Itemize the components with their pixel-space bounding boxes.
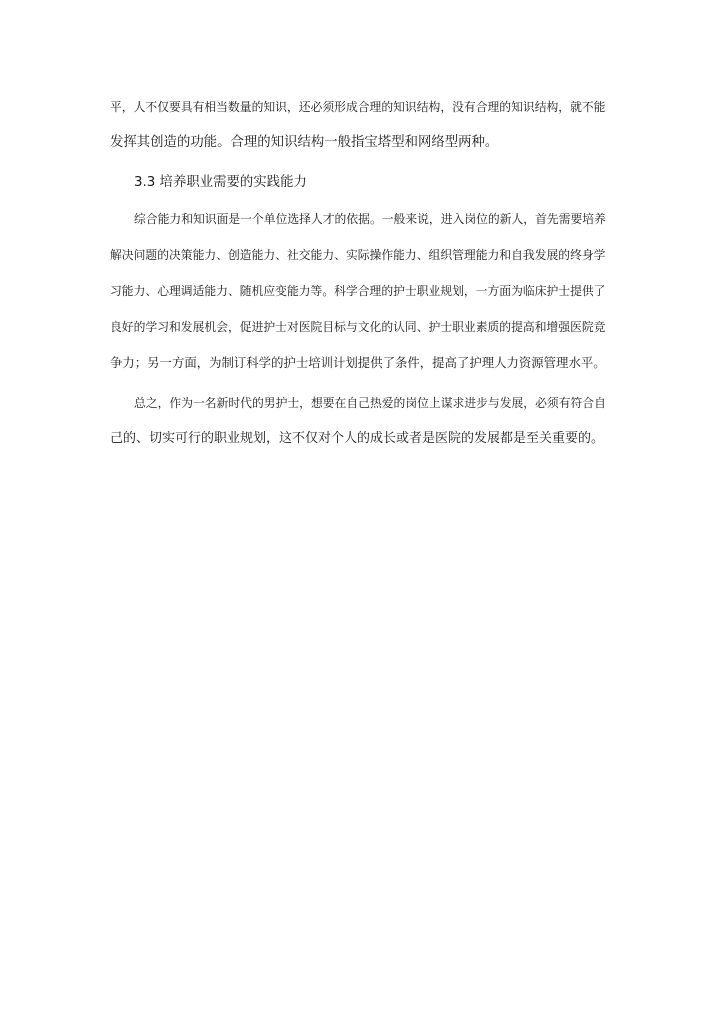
paragraph-3-line-2: 己的、切实可行的职业规划，这不仅对个人的成长或者是医院的发展都是至关重要的。 xyxy=(110,431,605,446)
paragraph-2-line-3: 习能力、心理调适能力、随机应变能力等。科学合理的护士职业规划，一方面为临床护士提供了 xyxy=(110,284,606,298)
paragraph-3-line-1: 总之，作为一名新时代的男护士，想要在自己热爱的岗位上谋求进步与发展，必须有符合自 xyxy=(134,396,606,410)
paragraph-2-line-1: 综合能力和知识面是一个单位选择人才的依据。一般来说，进入岗位的新人，首先需要培养 xyxy=(134,212,606,226)
paragraph-1-line-1: 平，人不仅要具有相当数量的知识，还必须形成合理的知识结构，没有合理的知识结构，就不能 xyxy=(110,100,606,114)
paragraph-1-line-2: 发挥其创造的功能。合理的知识结构一般指宝塔型和网络型两种。 xyxy=(110,135,499,150)
paragraph-2-line-5: 争力；另一方面，为制订科学的护士培训计划提供了条件，提高了护理人力资源管理水平。 xyxy=(110,355,606,370)
section-heading: 3.3 培养职业需要的实践能力 xyxy=(134,175,307,190)
paragraph-2-line-2: 解决问题的决策能力、创造能力、社交能力、实际操作能力、组织管理能力和自我发展的终身学 xyxy=(110,248,606,262)
paragraph-2-line-4: 良好的学习和发展机会，促进护士对医院目标与文化的认同、护士职业素质的提高和增强医院竞 xyxy=(110,320,606,334)
